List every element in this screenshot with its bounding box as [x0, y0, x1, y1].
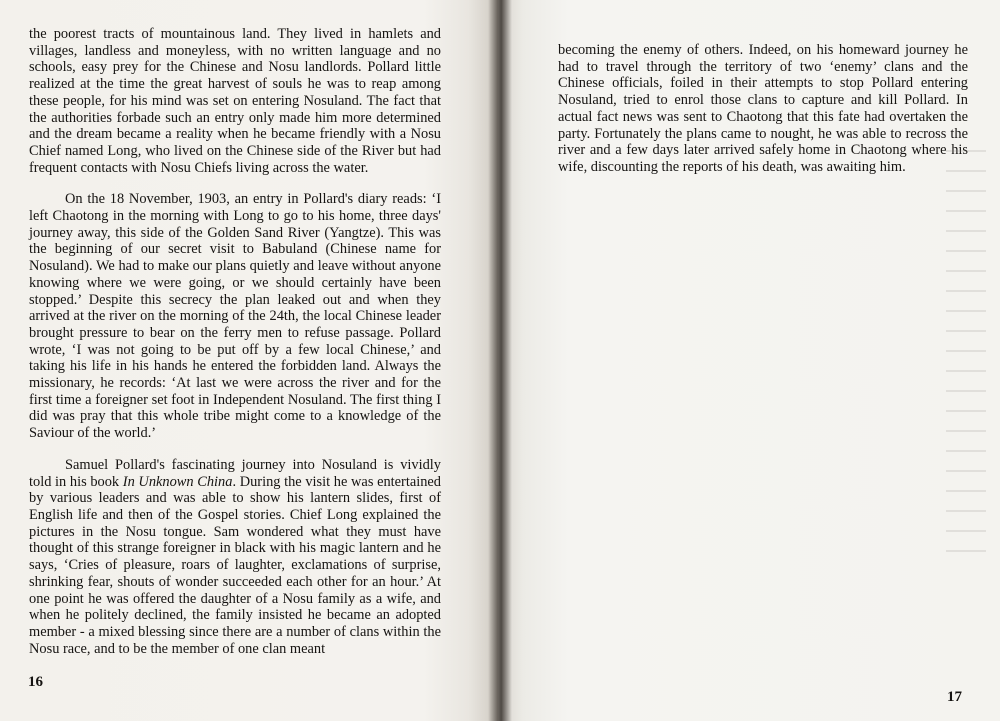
- right-page-text: [558, 42, 968, 176]
- paragraph-text: Samuel Pollard's fascinating journey into Nosuland is vividly told in his book: [29, 456, 441, 490]
- left-page-text: [29, 26, 441, 657]
- page-number-left: 16: [28, 674, 43, 690]
- show-through-shadow: [946, 150, 986, 570]
- paragraph: becoming the enemy of others. Indeed, on his homeward journey he had to travel through the territory of two ‘enemy’ clans and the Chinese officials, foiled in their attempts to stop Pollard entering Nosuland, tried to enrol those clans to capture and kill Pollard. In actual fact news was sent to Chaotong that this fate had overtaken the party. Fortunately the plans came to nought, he was able to recross the river and a few days later arrived safely home in Chaotong where his wife, discounting the reports of his death, was awaiting him.: [558, 42, 968, 175]
- left-page: [0, 0, 498, 721]
- book-title: In Unknown China: [122, 473, 233, 490]
- paragraph: On the 18 November, 1903, an entry in Pollard's diary reads: ‘I left Chaotong in the morning with Long to go to his home, three days' journey away, this side of the Golden Sand River (Yangtze). This was the beginning of our secret visit to Babuland (Chinese name for Nosuland). We had to make our plans quietly and leave without anyone knowing where we were going, or we should certainly have been stopped.’ Despite this secrecy the plan leaked out and when they arrived at the river on the morning of the 24th, the local Chinese leader brought pressure to bear on the ferry men to refuse passage. Pollard wrote, ‘I was not going to be put off by a few local Chinese,’ and taking his life in his hands he entered the forbidden land. Always the missionary, he records: ‘At last we were across the river and for the first time a foreigner set foot in Independent Nosuland. The first thing I did was pray that this whole tribe might come to a knowledge of the Saviour of the world.’: [29, 191, 441, 442]
- right-page: [498, 0, 1000, 721]
- paragraph-text: . During the visit he was entertained by various leaders and was able to show his lantern slides, first of English life and then of the Gospel stories. Chief Long explained the pictures in the Nosu tongue. Sam wondered what they must have thought of this strange foreigner in black with his magic lantern and he says, ‘Cries of pleasure, roars of laughter, exclamations of surprise, shrinking fear, shouts of wonder succeeded each other for an hour.’ At one point he was offered the daughter of a Nosu family as a wife, and when he politely declined, the family insisted he became an adopted member - a mixed blessing since there are a number of clans within the Nosu race, and to be the member of one clan meant: [29, 473, 441, 657]
- page-number-right: 17: [947, 689, 962, 705]
- paragraph: the poorest tracts of mountainous land. They lived in hamlets and villages, landless and moneyless, with no written language and no schools, easy prey for the Chinese and Nosu landlords. Pollard little realized at the time the great harvest of souls he was to reap among these people, for his mind was set on entering Nosuland. The fact that the authorities forbade such an entry only made him more determined and the dream became a reality when he became friendly with a Nosu Chief named Long, who lived on the Chinese side of the River but had frequent contacts with Nosu Chiefs living across the water.: [29, 26, 441, 176]
- paragraph: [29, 457, 441, 657]
